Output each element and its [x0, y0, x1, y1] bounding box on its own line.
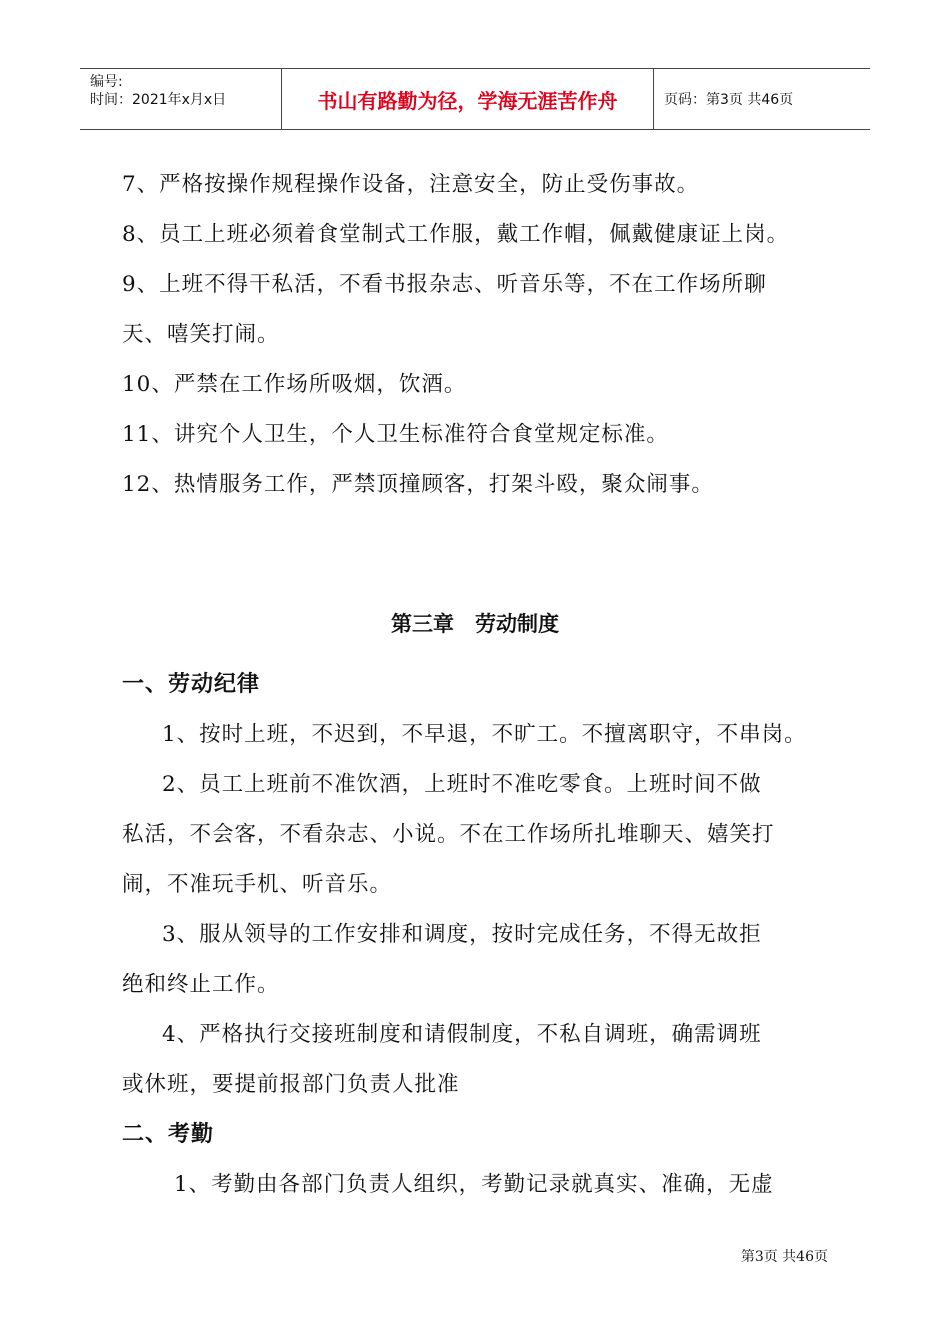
section-heading: 一、劳动纪律 — [122, 672, 261, 697]
paragraph-line: 绝和终止工作。 — [122, 972, 280, 997]
header-meta — [80, 69, 282, 129]
paragraph-line: 1、考勤由各部门负责人组织，考勤记录就真实、准确，无虚 — [174, 1172, 774, 1197]
paragraph-line: 1、按时上班，不迟到，不早退，不旷工。不擅离职守，不串岗。 — [162, 722, 807, 747]
rule-line: 天、嘻笑打闹。 — [122, 322, 280, 347]
page-header — [80, 68, 870, 130]
page-footer: 第3页 共46页 — [740, 1249, 828, 1265]
rule-line: 7、严格按操作规程操作设备，注意安全，防止受伤事故。 — [122, 172, 700, 197]
header-motto: 书山有路勤为径，学海无涯苦作舟 — [282, 69, 654, 129]
paragraph-line: 2、员工上班前不准饮酒，上班时不准吃零食。上班时间不做 — [162, 772, 762, 797]
chapter-title: 第三章 劳动制度 — [391, 612, 559, 636]
document-body — [122, 160, 842, 510]
chapter-body — [122, 660, 842, 1210]
rule-line: 11、讲究个人卫生，个人卫生标准符合食堂规定标准。 — [122, 422, 669, 447]
number-label: 编号: — [90, 74, 123, 90]
paragraph-line: 4、严格执行交接班制度和请假制度，不私自调班，确需调班 — [162, 1022, 762, 1047]
header-page-label: 页码：第3页 共46页 — [664, 92, 794, 108]
paragraph-line: 或休班，要提前报部门负责人批准 — [122, 1072, 460, 1097]
section-heading: 二、考勤 — [122, 1122, 215, 1147]
rule-line: 10、严禁在工作场所吸烟，饮酒。 — [122, 372, 467, 397]
paragraph-line: 3、服从领导的工作安排和调度，按时完成任务，不得无故拒 — [162, 922, 762, 947]
rule-line: 9、上班不得干私活，不看书报杂志、听音乐等，不在工作场所聊 — [122, 272, 767, 297]
rule-line: 8、员工上班必须着食堂制式工作服，戴工作帽，佩戴健康证上岗。 — [122, 222, 790, 247]
paragraph-line: 私活，不会客，不看杂志、小说。不在工作场所扎堆聊天、嬉笑打 — [122, 822, 775, 847]
rule-line: 12、热情服务工作，严禁顶撞顾客，打架斗殴，聚众闹事。 — [122, 472, 714, 497]
time-label: 时间：2021年x月x日 — [90, 92, 227, 108]
paragraph-line: 闹，不准玩手机、听音乐。 — [122, 872, 393, 897]
